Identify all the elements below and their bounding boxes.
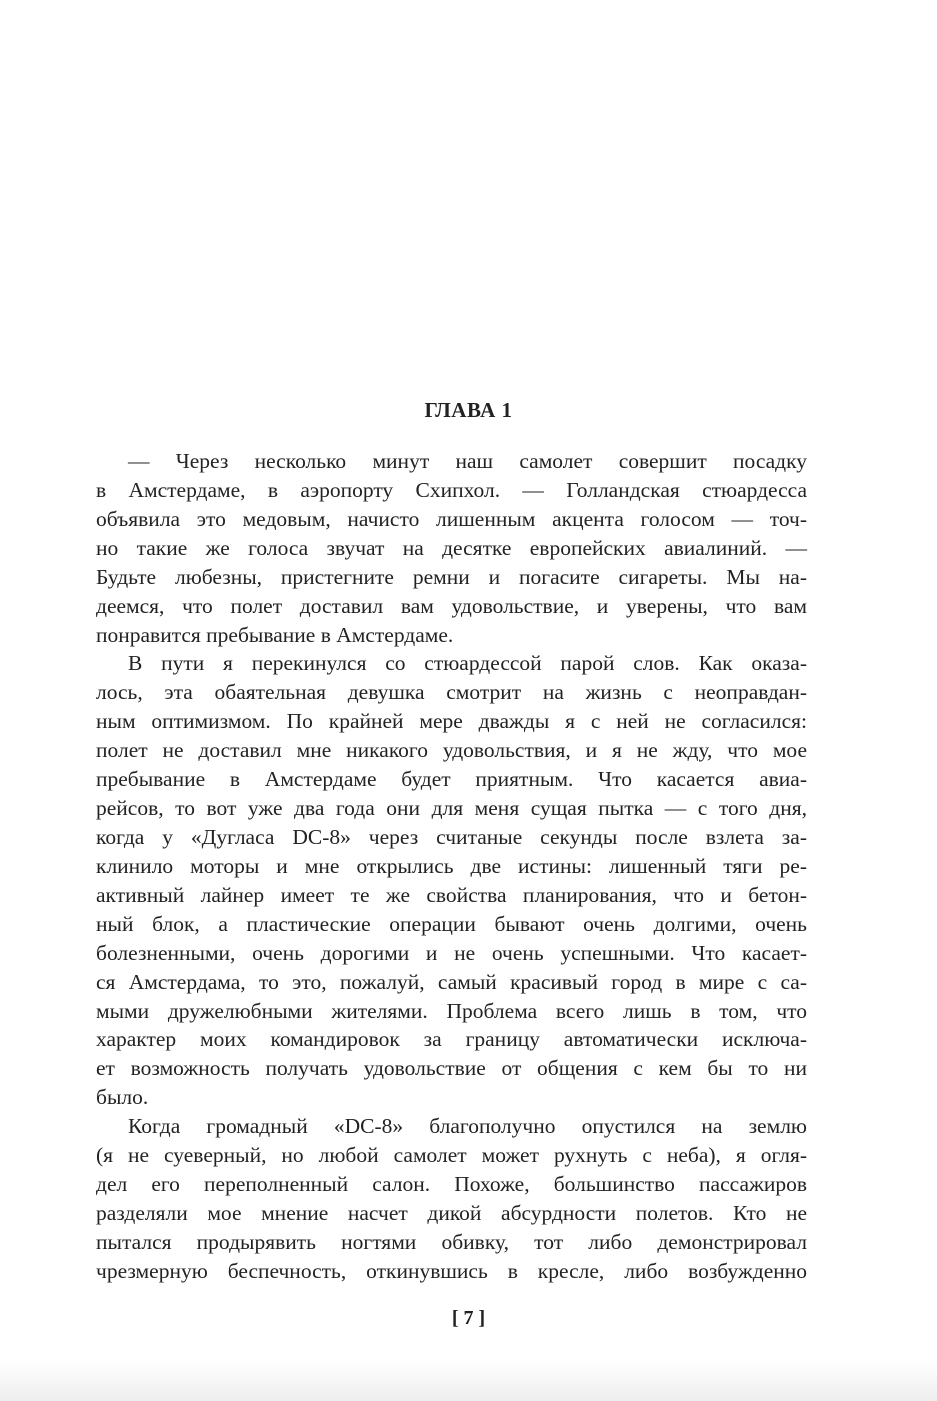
text-line: рейсов, то вот уже два года они для меня сущая пытка — с того дня,	[96, 796, 807, 821]
text-line: пытался продырявить ногтями обивку, тот либо демонстрировал	[96, 1229, 807, 1254]
text-line: характер моих командировок за границу автоматически исключа-	[96, 1027, 807, 1052]
text-line: в Амстердаме, в аэропорту Схипхол. — Голландская стюардесса	[96, 477, 807, 502]
text-line: В пути я перекинулся со стюардессой парой слов. Как оказа-	[128, 651, 807, 676]
text-line: дел его переполненный салон. Похоже, большинство пассажиров	[96, 1172, 807, 1197]
text-line: чрезмерную беспечность, откинувшись в кресле, либо возбужденно	[96, 1258, 807, 1283]
text-line: Когда громадный «DC-8» благополучно опустился на землю	[128, 1114, 807, 1139]
page-number: [ 7 ]	[451, 1307, 486, 1329]
text-line: ным оптимизмом. По крайней мере дважды я с ней не согласился:	[96, 709, 807, 734]
text-line: мыми дружелюбными жителями. Проблема всего лишь в том, что	[96, 998, 807, 1023]
text-line: полет не доставил мне никакого удовольствия, и я не жду, что мое	[96, 738, 807, 763]
body-text	[96, 447, 807, 1286]
text-line: деемся, что полет доставил вам удовольствие, и уверены, что вам	[96, 593, 807, 618]
bottom-shadow	[0, 1360, 937, 1401]
text-line: активный лайнер имеет те же свойства планирования, что и бетон-	[96, 882, 807, 907]
chapter-title: ГЛАВА 1	[424, 398, 513, 422]
text-line: но такие же голоса звучат на десятке европейских авиалиний. —	[96, 535, 807, 560]
text-line: клинило моторы и мне открылись две истины: лишенный тяги ре-	[96, 853, 807, 878]
text-line: объявила это медовым, начисто лишенным акцента голосом — точ-	[96, 506, 807, 531]
text-line: ет возможность получать удовольствие от общения с кем бы то ни	[96, 1056, 807, 1081]
text-line: ся Амстердама, то это, пожалуй, самый красивый город в мире с са-	[96, 969, 807, 994]
text-line: болезненными, очень дорогими и не очень успешными. Что касает-	[96, 940, 807, 965]
text-line: (я не суеверный, но любой самолет может рухнуть с неба), я огля-	[96, 1143, 807, 1168]
text-line: ный блок, а пластические операции бывают очень долгими, очень	[96, 911, 807, 936]
text-line: лось, эта обаятельная девушка смотрит на жизнь с неоправдан-	[96, 680, 807, 705]
text-line: пребывание в Амстердаме будет приятным. Что касается авиа-	[96, 767, 807, 792]
text-line: разделяли мое мнение насчет дикой абсурдности полетов. Кто не	[96, 1200, 807, 1225]
text-line: — Через несколько минут наш самолет совершит посадку	[128, 449, 807, 473]
text-line: Будьте любезны, пристегните ремни и погасите сигареты. Мы на-	[96, 564, 807, 589]
text-line: было.	[96, 1085, 149, 1110]
text-line: когда у «Дугласа DC-8» через считаные секунды после взлета за-	[96, 824, 807, 849]
text-line: понравится пребывание в Амстердаме.	[96, 622, 454, 647]
